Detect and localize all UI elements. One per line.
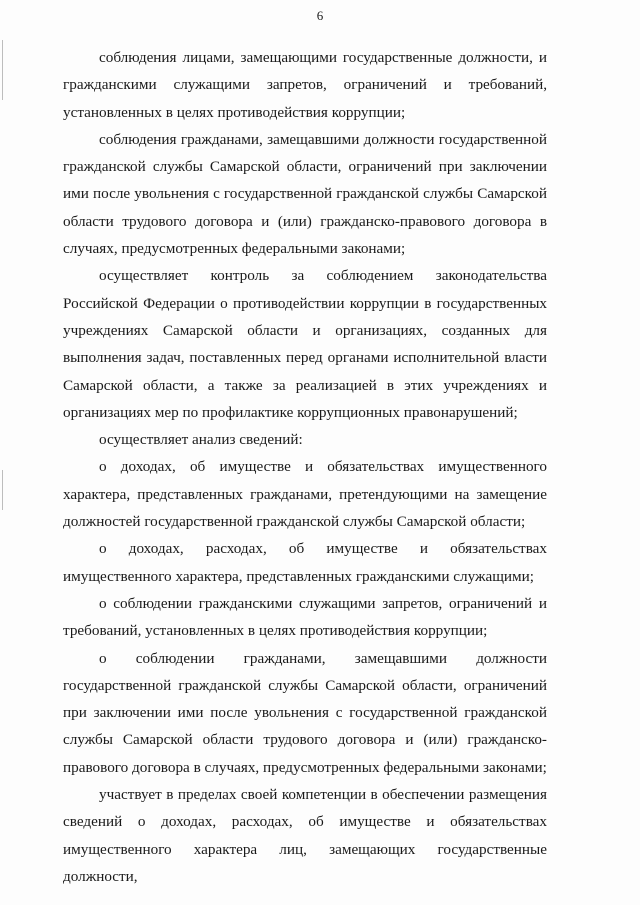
scan-edge-mark — [2, 470, 3, 510]
paragraph: о доходах, об имуществе и обязательствах имущественного характера, представленных гражданами, претендующими на замещение должностей государственной гражданской службы Самарской области; — [63, 458, 547, 531]
scan-edge-mark — [2, 40, 3, 100]
paragraph: о соблюдении гражданами, замещавшими должности государственной гражданской службы Самарской области, ограничений при заключении ими после увольнения с государственной гражданской службы Самарской области трудового договора и (или) гражданско-правового договора в случаях, предусмотренных федеральными законами; — [63, 649, 547, 776]
document-body — [63, 44, 547, 890]
paragraph: о доходах, расходах, об имуществе и обязательствах имущественного характера, представленных гражданскими служащими; — [63, 540, 547, 585]
paragraph: соблюдения лицами, замещающими государственные должности, и гражданскими служащими запретов, ограничений и требований, установленных в целях противодействия коррупции; — [63, 49, 547, 121]
paragraph: осуществляет анализ сведений: — [99, 431, 303, 449]
paragraph: участвует в пределах своей компетенции в обеспечении размещения сведений о доходах, расходах, об имуществе и обязательствах имущественного характера лиц, замещающих государственные должности, — [63, 786, 547, 885]
page-number: 6 — [316, 8, 324, 23]
paragraph: осуществляет контроль за соблюдением законодательства Российской Федерации о противодействии коррупции в государственных учреждениях Самарской области и организациях, созданных для выполнения задач, поставленных перед органами исполнительной власти Самарской области, а также за реализацией в этих учреждениях и организациях мер по профилактике коррупционных правонарушений; — [63, 267, 547, 421]
paragraph: соблюдения гражданами, замещавшими должности государственной гражданской службы Самарской области, ограничений при заключении ими после увольнения с государственной гражданской службы Самарской области трудового договора и (или) гражданско-правового договора в случаях, предусмотренных федеральными законами; — [63, 130, 547, 258]
paragraph: о соблюдении гражданскими служащими запретов, ограничений и требований, установленных в целях противодействия коррупции; — [63, 594, 547, 640]
